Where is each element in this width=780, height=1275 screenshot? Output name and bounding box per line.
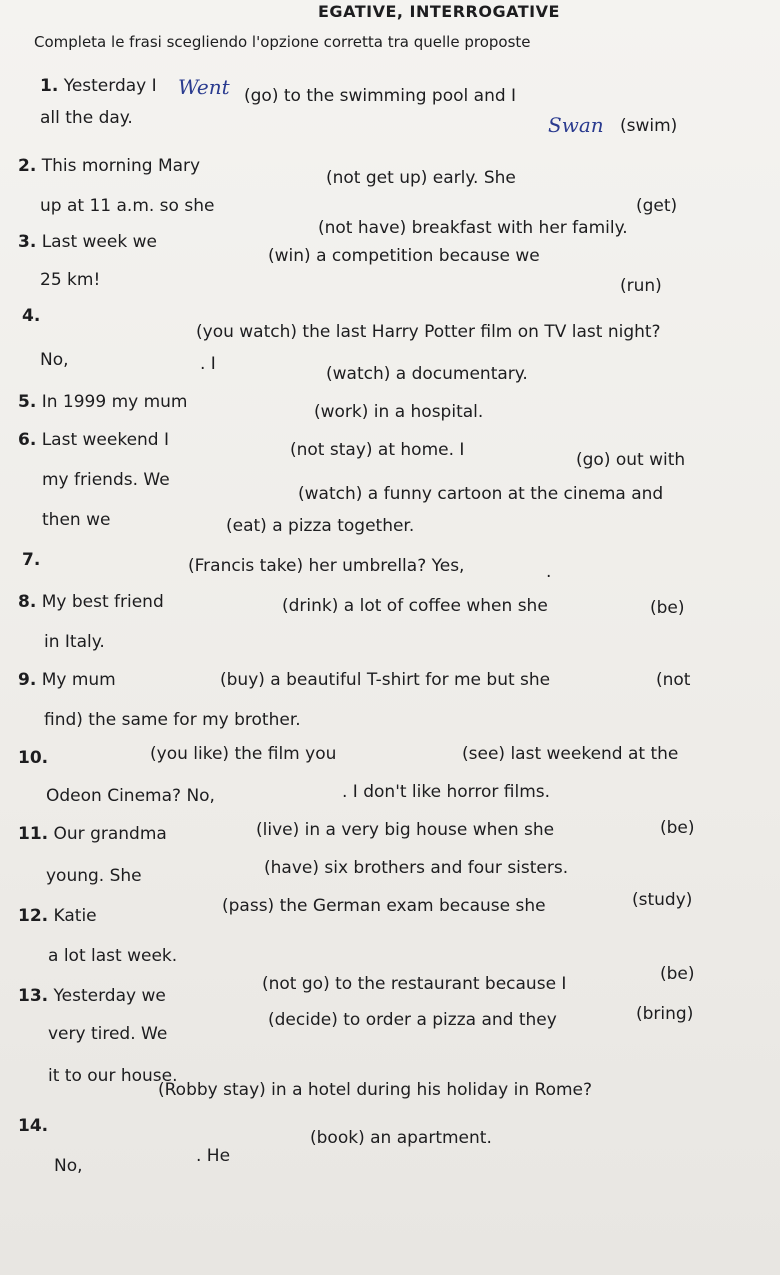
sentence-text: my friends. We [42,470,170,490]
verb-hint: (be) [650,598,685,618]
verb-hint: (be) [660,964,695,984]
item-number: 13. [18,986,49,1006]
exercise-11 [18,824,167,844]
sentence-text: (not go) to the restaurant because I [262,974,567,994]
verb-hint: (go) out with [576,450,686,470]
sentence-text: (see) last weekend at the [462,744,679,764]
sentence-text: then we [42,510,111,530]
item-number: 10. [18,748,49,768]
exercise-6 [18,430,169,450]
sentence-text: young. She [46,866,142,886]
verb-hint: (run) [620,276,662,296]
sentence-text: (watch) a funny cartoon at the cinema and [298,484,664,504]
exercise-8 [18,592,164,612]
item-number: 9. [18,670,37,690]
sentence-text: (have) six brothers and four sisters. [264,858,569,878]
sentence-text: it to our house. [48,1066,178,1086]
worksheet-header: EGATIVE, INTERROGATIVE [318,2,560,21]
item-number: 4. [22,306,41,326]
sentence-text: No, [40,350,69,370]
item-number: 7. [22,550,41,570]
sentence-text: This morning Mary [41,156,201,176]
sentence-text: (Robby stay) in a hotel during his holiday in Rome? [158,1080,593,1100]
item-number: 11. [18,824,49,844]
item-number: 14. [18,1116,49,1136]
sentence-text: No, [54,1156,83,1176]
sentence-text: a lot last week. [48,946,178,966]
sentence-text: very tired. We [48,1024,168,1044]
sentence-text: My mum [41,670,116,690]
verb-hint: (swim) [620,116,678,136]
sentence-text: (go) to the swimming pool and I [244,86,517,106]
sentence-text: all the day. [40,108,133,128]
sentence-text: Yesterday we [53,986,166,1006]
sentence-text: (eat) a pizza together. [226,516,415,536]
sentence-text: (win) a competition because we [268,246,540,266]
sentence-text: find) the same for my brother. [44,710,301,730]
sentence-text: 25 km! [40,270,101,290]
item-number: 5. [18,392,37,412]
verb-hint: (be) [660,818,695,838]
sentence-text: (drink) a lot of coffee when she [282,596,548,616]
item-number: 8. [18,592,37,612]
sentence-text: Odeon Cinema? No, [46,786,215,806]
item-number: 12. [18,906,49,926]
item-number: 2. [18,156,37,176]
sentence-text: in Italy. [44,632,105,652]
sentence-text: (watch) a documentary. [326,364,528,384]
exercise-1 [40,76,157,96]
verb-hint: (study) [632,890,693,910]
sentence-text: (you like) the film you [150,744,337,764]
sentence-text: (not have) breakfast with her family. [318,218,628,238]
sentence-text: (pass) the German exam because she [222,896,546,916]
sentence-text: (Francis take) her umbrella? Yes, [188,556,465,576]
verb-hint: (bring) [636,1004,694,1024]
sentence-text: In 1999 my mum [41,392,188,412]
sentence-text: (book) an apartment. [310,1128,492,1148]
sentence-text: (buy) a beautiful T-shirt for me but she [220,670,551,690]
sentence-text: Last week we [41,232,157,252]
sentence-text: . I don't like horror films. [342,782,551,802]
sentence-text: Katie [53,906,97,926]
sentence-text: My best friend [41,592,164,612]
sentence-text: Last weekend I [41,430,170,450]
instruction-text: Completa le frasi scegliendo l'opzione corretta tra quelle proposte [34,33,531,51]
sentence-text: (not get up) early. She [326,168,516,188]
item-number: 6. [18,430,37,450]
sentence-text: Our grandma [53,824,167,844]
sentence-text: (decide) to order a pizza and they [268,1010,557,1030]
sentence-text: . He [196,1146,231,1166]
exercise-3 [18,232,157,252]
handwritten-answer: Went [178,75,230,99]
sentence-text: (work) in a hospital. [314,402,484,422]
sentence-text: (you watch) the last Harry Potter film on TV last night? [196,322,661,342]
sentence-text: (not stay) at home. I [290,440,465,460]
exercise-12 [18,906,97,926]
item-number: 1. [40,76,59,96]
sentence-text: . [546,562,552,582]
verb-hint: (not [656,670,691,690]
verb-hint: (get) [636,196,678,216]
exercise-9 [18,670,116,690]
sentence-text: Yesterday I [63,76,157,96]
exercise-2 [18,156,200,176]
handwritten-answer: Swan [548,113,604,137]
item-number: 3. [18,232,37,252]
sentence-text: up at 11 a.m. so she [40,196,215,216]
sentence-text: (live) in a very big house when she [256,820,555,840]
sentence-text: . I [200,354,216,374]
exercise-13 [18,986,166,1006]
exercise-5 [18,392,187,412]
